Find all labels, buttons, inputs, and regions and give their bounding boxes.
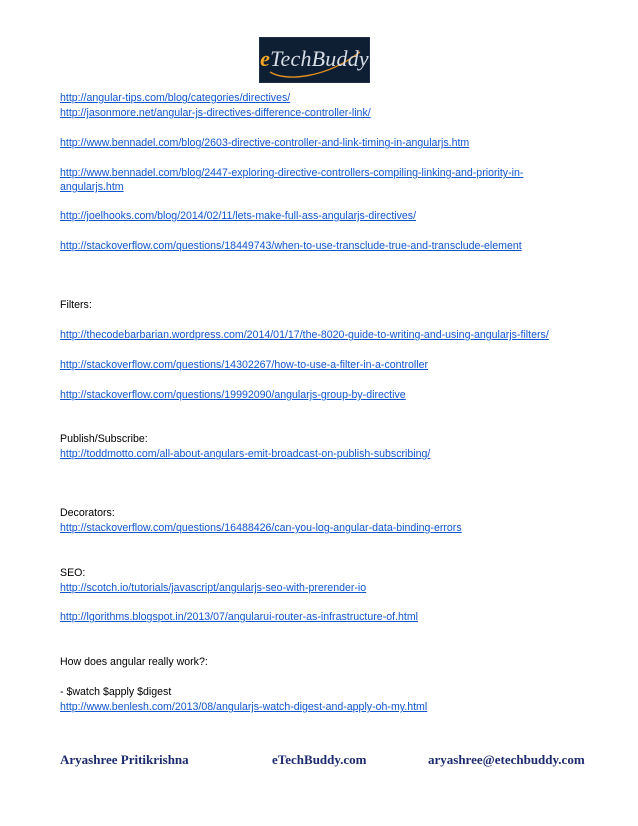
- link-bennadel-exploring-directives-part-1[interactable]: http://www.bennadel.com/blog/2447-exploring-directive-controllers-compiling-linking-and-priority-in-: [60, 167, 524, 179]
- link-stackoverflow-group-by[interactable]: http://stackoverflow.com/questions/19992090/angularjs-group-by-directive: [60, 389, 406, 401]
- link-joelhooks-directives[interactable]: http://joelhooks.com/blog/2014/02/11/lets-make-full-ass-angularjs-directives/: [60, 210, 417, 222]
- etechbuddy-logo: [259, 37, 370, 83]
- seo-heading: SEO:: [60, 567, 86, 579]
- decorators-heading: Decorators:: [60, 507, 115, 519]
- link-toddmotto-emit-broadcast[interactable]: http://toddmotto.com/all-about-angulars-emit-broadcast-on-publish-subscribing/: [60, 448, 431, 460]
- link-stackoverflow-filter-in-controller[interactable]: http://stackoverflow.com/questions/14302267/how-to-use-a-filter-in-a-controller: [60, 359, 429, 371]
- how-angular-works-heading: How does angular really work?:: [60, 656, 208, 668]
- link-stackoverflow-transclude[interactable]: http://stackoverflow.com/questions/18449743/when-to-use-transclude-true-and-transclude-element: [60, 240, 522, 252]
- link-angular-tips-directives[interactable]: http://angular-tips.com/blog/categories/directives/: [60, 92, 291, 104]
- publish-subscribe-heading: Publish/Subscribe:: [60, 433, 148, 445]
- link-codebarbarian-filters[interactable]: http://thecodebarbarian.wordpress.com/2014/01/17/the-8020-guide-to-writing-and-using-angularjs-filters/: [60, 329, 549, 341]
- link-benlesh-watch-digest-apply[interactable]: http://www.benlesh.com/2013/08/angularjs-watch-digest-and-apply-oh-my.html: [60, 701, 428, 713]
- footer-author: Aryashree Pritikrishna: [60, 752, 189, 767]
- link-scotch-seo-prerender[interactable]: http://scotch.io/tutorials/javascript/angularjs-seo-with-prerender-io: [60, 582, 367, 594]
- link-jasonmore-directives[interactable]: http://jasonmore.net/angular-js-directives-difference-controller-link/: [60, 107, 371, 119]
- watch-apply-digest-item: - $watch $apply $digest: [60, 686, 172, 698]
- logo-wordmark: TechBuddy: [270, 46, 369, 71]
- link-stackoverflow-log-binding-errors[interactable]: http://stackoverflow.com/questions/16488426/can-you-log-angular-data-binding-errors: [60, 522, 462, 534]
- filters-heading: Filters:: [60, 299, 92, 311]
- link-bennadel-exploring-directives-part-2[interactable]: angularjs.htm: [60, 181, 124, 193]
- link-bennadel-directive-timing[interactable]: http://www.bennadel.com/blog/2603-directive-controller-and-link-timing-in-angularjs.htm: [60, 137, 470, 149]
- footer-site: eTechBuddy.com: [272, 752, 367, 767]
- footer-email: aryashree@etechbuddy.com: [428, 752, 585, 767]
- logo-letter-e: e: [260, 46, 271, 71]
- link-lgorithms-ui-router[interactable]: http://lgorithms.blogspot.in/2013/07/angularui-router-as-infrastructure-of.html: [60, 611, 419, 623]
